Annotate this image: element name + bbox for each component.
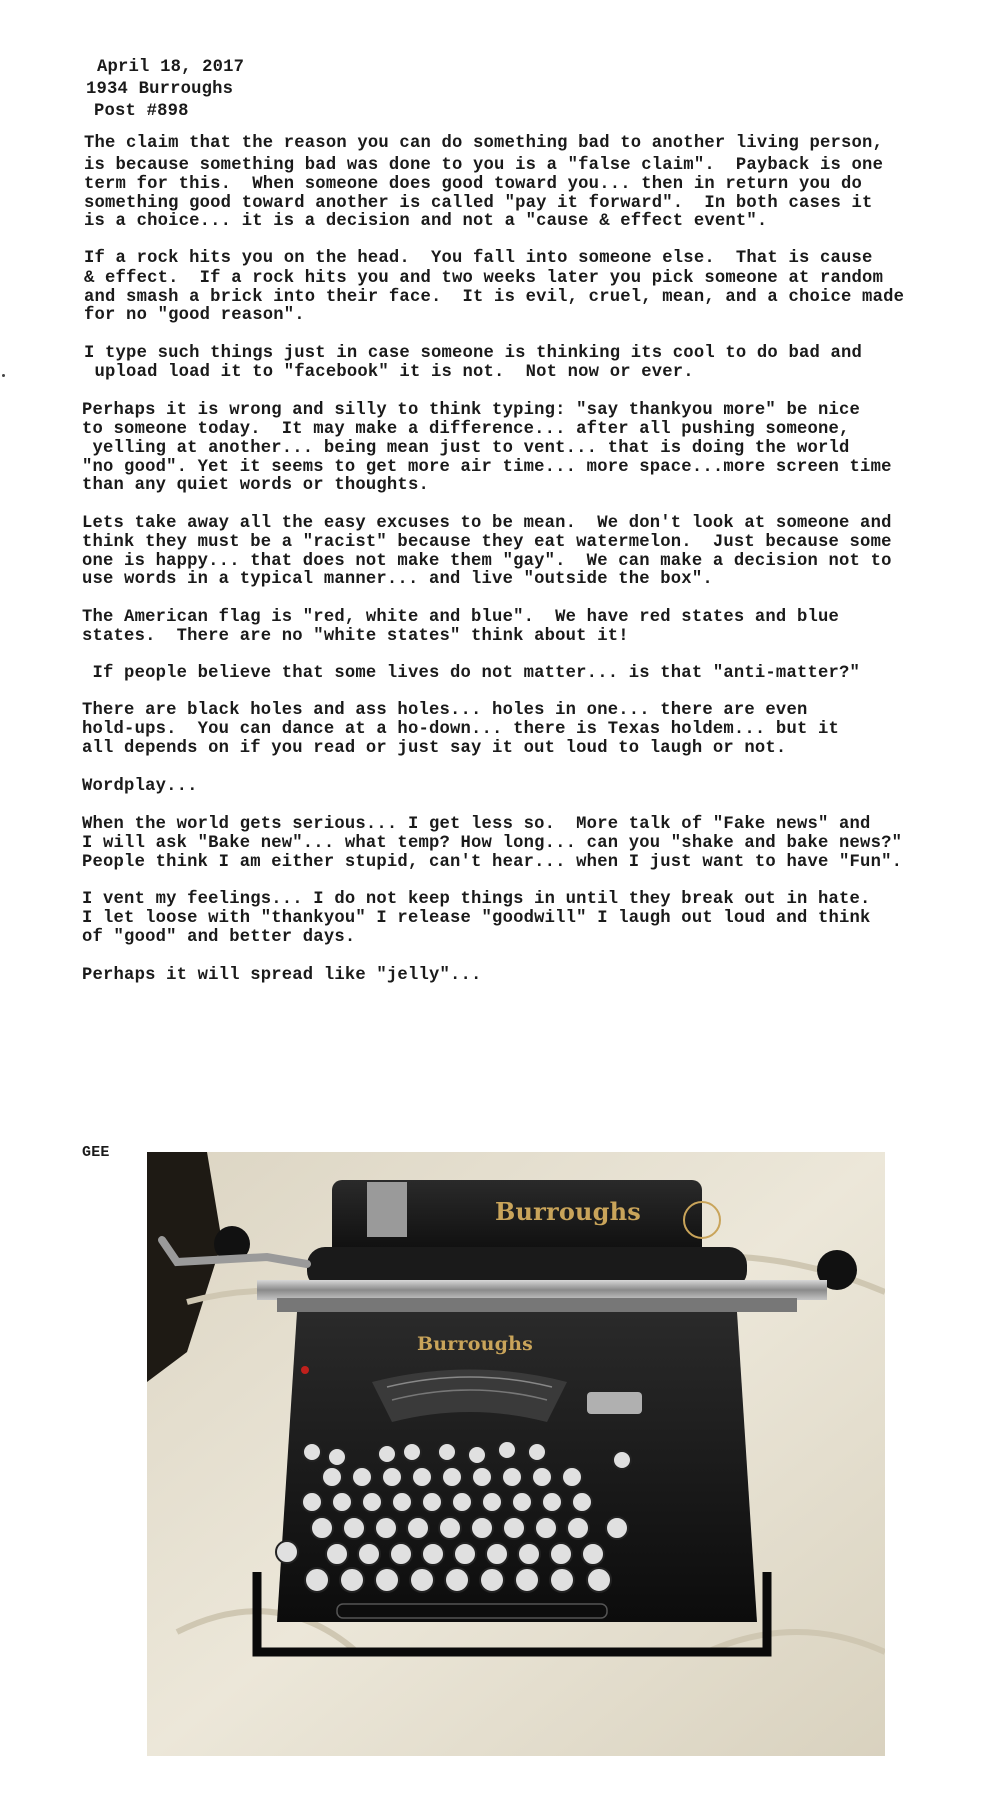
text-line: If people believe that some lives do not matter... is that "anti-matter?" — [82, 664, 861, 683]
text-line: one is happy... that does not make them "gay". We can make a decision not to — [82, 552, 892, 571]
text-line: yelling at another... being mean just to vent... that is doing the world — [82, 439, 850, 458]
text-line: The American flag is "red, white and blue". We have red states and blue — [82, 608, 840, 627]
text-line: hold-ups. You can dance at a ho-down... there is Texas holdem... but it — [82, 720, 840, 739]
header-machine: 1934 Burroughs — [86, 80, 234, 99]
text-line: I will ask "Bake new"... what temp? How long... can you "shake and bake news?" — [82, 834, 903, 853]
red-indicator-icon — [301, 1366, 309, 1374]
text-line: & effect. If a rock hits you and two weeks later you pick someone at random — [84, 269, 884, 288]
text-line: for no "good reason". — [84, 306, 305, 325]
text-line: and smash a brick into their face. It is evil, cruel, mean, and a choice made — [84, 288, 905, 307]
text-line: is because something bad was done to you is a "false claim". Payback is one — [84, 156, 884, 175]
text-line: Lets take away all the easy excuses to be mean. We don't look at someone and — [82, 514, 892, 533]
text-line: states. There are no "white states" think about it! — [82, 627, 629, 646]
text-line: I let loose with "thankyou" I release "goodwill" I laugh out loud and think — [82, 909, 871, 928]
text-line: Wordplay... — [82, 777, 198, 796]
text-line: of "good" and better days. — [82, 928, 356, 947]
text-line: term for this. When someone does good toward you... then in return you do — [84, 175, 863, 194]
front-brand: Burroughs — [417, 1333, 533, 1355]
signature: GEE — [82, 1144, 110, 1161]
text-line: There are black holes and ass holes... holes in one... there are even — [82, 701, 808, 720]
text-line: I type such things just in case someone is thinking its cool to do bad and — [84, 344, 863, 363]
text-line: than any quiet words or thoughts. — [82, 476, 429, 495]
text-line: use words in a typical manner... and live "outside the box". — [82, 570, 713, 589]
tab-gauge — [587, 1392, 642, 1414]
carriage-brand: Burroughs — [495, 1197, 642, 1226]
text-line: all depends on if you read or just say it out loud to laugh or not. — [82, 739, 787, 758]
text-line: "no good". Yet it seems to get more air time... more space...more screen time — [82, 458, 892, 477]
text-line: think they must be a "racist" because they eat watermelon. Just because some — [82, 533, 892, 552]
text-line: The claim that the reason you can do something bad to another living person, — [84, 134, 884, 153]
header-date: April 18, 2017 — [97, 58, 245, 77]
text-line: Perhaps it will spread like "jelly"... — [82, 966, 482, 985]
space-bar — [337, 1604, 607, 1618]
text-line: Perhaps it is wrong and silly to think typing: "say thankyou more" be nice — [82, 401, 861, 420]
rail-lower — [277, 1298, 797, 1312]
stray-mark — [2, 374, 5, 377]
text-line: to someone today. It may make a difference... after all pushing someone, — [82, 420, 850, 439]
text-line: I vent my feelings... I do not keep things in until they break out in hate. — [82, 890, 871, 909]
text-line: When the world gets serious... I get less so. More talk of "Fake news" and — [82, 815, 871, 834]
text-line: upload load it to "facebook" it is not. Not now or ever. — [84, 363, 694, 382]
text-line: If a rock hits you on the head. You fall into someone else. That is cause — [84, 249, 873, 268]
paper-guide — [367, 1182, 407, 1237]
typewriter-illustration — [147, 1152, 885, 1756]
text-line: People think I am either stupid, can't hear... when I just want to have "Fun". — [82, 853, 903, 872]
text-line: something good toward another is called "pay it forward". In both cases it — [84, 194, 873, 213]
typewriter-photo — [147, 1152, 885, 1756]
carriage-rail — [257, 1280, 827, 1300]
text-line: is a choice... it is a decision and not a "cause & effect event". — [84, 212, 768, 231]
header-post: Post #898 — [94, 102, 189, 121]
